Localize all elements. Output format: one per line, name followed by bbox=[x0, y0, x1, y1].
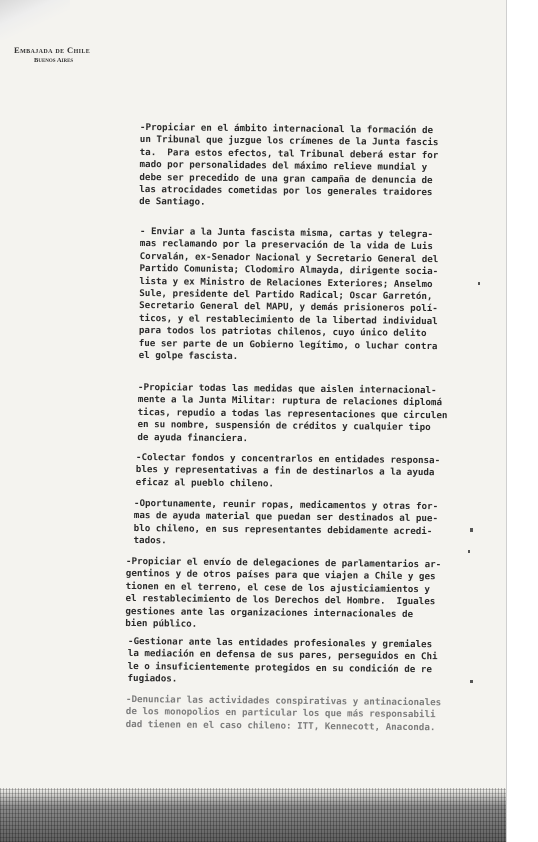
paragraph-fondos: -Colectar fondos y concentrarlos en entidades responsa- bles y representativas a fin de destinarlos a la ayuda eficaz al pueblo chileno. bbox=[135, 452, 441, 490]
paragraph-delegaciones: -Propiciar el envío de delegaciones de parlamentarios ar- gentinos y de otros países para que viajen a Chile y ges tionen en el terreno, el cese de los ajusticiamientos y el restablecimiento de los Derechos del Hombre. Iguales gestiones ante las organizaciones internacionales de bien público. bbox=[125, 556, 442, 630]
letterhead bbox=[14, 45, 90, 64]
paragraph-tribunal: -Propiciar en el ámbito internacional la formación de un Tribunal que juzgue los crímenes de la Junta fascis ta. Para estos efectos, tal Tribunal deberá estar for mado por personalidades del máximo relieve mundial y debe ser precedido de una gran campaña de denuncia de las atrocidades cometidas por los generales traidores de Santiago. bbox=[139, 122, 439, 209]
paragraph-aislamiento: -Propiciar todas las medidas que aislen internacional- mente a la Junta Militar: ruptura de relaciones diplomá ticas, repudio a todas las representaciones que circulen en su nombre, suspensión de créditos y cualquier tipo de ayuda financiera. bbox=[137, 382, 448, 444]
paragraph-gestionar: -Gestionar ante las entidades profesionales y gremiales la mediación en defensa de sus pares, perseguidos en Chi le o insuficientemente protegidos en su condición de re fugiados. bbox=[127, 636, 438, 685]
scan-speck bbox=[468, 550, 470, 553]
paragraph-denunciar: -Denunciar las actividades conspirativas y antinacionales de los monopolios en particular los que más responsabili dad tienen en el caso chileno: ITT, Kennecott, Anaconda. bbox=[125, 694, 442, 734]
letterhead-city: Buenos Aires bbox=[34, 57, 74, 64]
letterhead-embassy: Embajada de Chile bbox=[14, 45, 91, 55]
paragraph-cartas-telegramas: - Enviar a la Junta fascista misma, cartas y telegra- mas reclamando por la preservación de la vida de Luis Corvalán, ex-Senador Nacional y Secretario General del Partido Comunista; Clodomiro Almayda, dirigente socia- lista y ex Ministro de Relaciones Exteriores; Anselmo Sule, presidente del Partido Radical; Oscar Garretón, Secretario General del MAPU, y demás prisioneros polí- ticos, y el restablecimiento de la libertad individual para todos los patriotas chilenos, cuyo único delito fue ser parte de un Gobierno legítimo, o luchar contra el golpe fascista. bbox=[138, 226, 439, 363]
scan-bottom-noise bbox=[0, 788, 506, 842]
paragraph-ayuda-material: -Oportunamente, reunir ropas, medicamentos y otras for- mas de ayuda material que puedan ser destinados al pue- blo chileno, en sus representantes debidamente acredi- tados. bbox=[133, 498, 439, 547]
page-fold-shadow bbox=[0, 0, 70, 40]
scan-speck bbox=[470, 680, 473, 683]
scan-speck bbox=[470, 528, 473, 532]
scan-speck bbox=[478, 282, 480, 285]
